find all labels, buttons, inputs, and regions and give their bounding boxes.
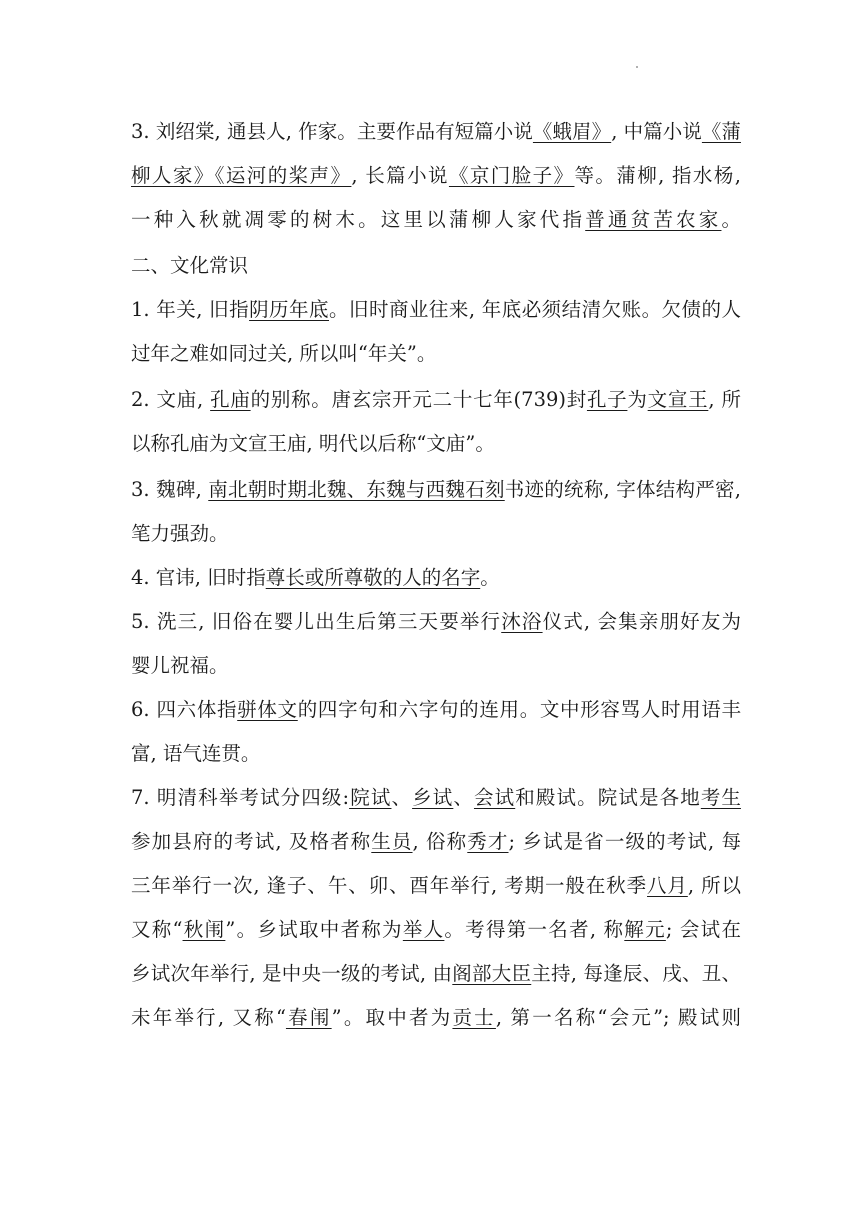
underlined-term: 孔庙 (210, 388, 251, 411)
underlined-term: 孔子 (586, 388, 628, 411)
text-line (131, 288, 741, 332)
text-segment: 书迹的统称, 字体结构严密, (504, 478, 741, 501)
underlined-term: 普通贫苦农家 (585, 208, 722, 231)
text-segment: , 俗称 (412, 830, 468, 853)
text-segment: 、 (391, 786, 413, 809)
text-segment: 以称孔庙为文宣王庙, 明代以后称“文庙”。 (131, 432, 495, 455)
text-segment: 三年举行一次, 逢子、午、卯、酉年举行, 考期一般在秋季 (131, 874, 648, 897)
underlined-term: 《蛾眉》 (532, 120, 612, 143)
text-segment: 一种入秋就凋零的树木。这里以蒲柳人家代指 (131, 208, 586, 231)
underlined-term: 贡士 (452, 1006, 496, 1029)
text-segment: 2. 文庙, (131, 388, 211, 411)
text-segment: , 长篇小说 (351, 164, 449, 187)
text-line (131, 732, 741, 776)
text-segment: 3. 魏碑, (131, 478, 209, 501)
text-segment: 7. 明清科举考试分四级: (131, 786, 350, 809)
text-line (131, 512, 741, 556)
text-line (131, 244, 741, 288)
text-segment: , 第一名称“会元”; 殿试则 (495, 1006, 741, 1029)
underlined-term: 举人 (402, 918, 445, 941)
text-segment: 4. 官讳, 旧时指 (131, 566, 266, 589)
underlined-term: 考生 (700, 786, 741, 809)
underlined-term: 生员 (371, 830, 413, 853)
text-segment: 又称“ (131, 918, 183, 941)
text-line (131, 688, 741, 732)
text-segment: 1. 年关, 旧指 (131, 298, 250, 321)
underlined-term: 会试 (473, 786, 516, 809)
text-line (131, 776, 741, 820)
text-line (131, 996, 741, 1040)
text-line (131, 422, 741, 466)
text-line (131, 154, 741, 198)
text-segment: 婴儿祝福。 (131, 654, 229, 677)
text-segment: 的四字句和六字句的连用。文中形容骂人时用语丰 (297, 698, 741, 721)
underlined-term: 骈体文 (237, 698, 298, 721)
text-line (131, 468, 741, 512)
text-segment: 6. 四六体指 (131, 698, 238, 721)
text-segment: , 所以 (687, 874, 741, 897)
text-segment: 笔力强劲。 (131, 522, 229, 545)
text-segment: 5. 洗三, 旧俗在婴儿出生后第三天要举行 (131, 610, 502, 633)
text-line (131, 378, 741, 422)
underlined-term: 院试 (349, 786, 392, 809)
text-line (131, 332, 741, 376)
text-segment: 仪式, 会集亲朋好友为 (542, 610, 741, 633)
underlined-term: 八月 (647, 874, 688, 897)
text-segment: ”。取中者为 (331, 1006, 453, 1029)
underlined-term: 解元 (624, 918, 666, 941)
text-segment: 二、文化常识 (131, 254, 249, 277)
text-segment: 主持, 每逢辰、戌、丑、 (531, 962, 741, 985)
underlined-term: 秋闱 (182, 918, 226, 941)
underlined-term: 乡试 (412, 786, 454, 809)
text-line (131, 864, 741, 908)
text-segment: 乡试次年举行, 是中央一级的考试, 由 (131, 962, 453, 985)
underlined-term: 沐浴 (501, 610, 543, 633)
text-segment: 富, 语气连贯。 (131, 742, 261, 765)
text-segment: 。考得第一名者, 称 (444, 918, 625, 941)
text-segment: 参加县府的考试, 及格者称 (131, 830, 372, 853)
underlined-term: 南北朝时期北魏、东魏与西魏石刻 (208, 478, 505, 501)
text-line (131, 644, 741, 688)
text-segment: 的别称。唐玄宗开元二十七年(739)封 (250, 388, 587, 411)
text-segment: 。 (480, 566, 500, 589)
text-segment: ”。乡试取中者称为 (225, 918, 403, 941)
text-segment: 未年举行, 又称“ (131, 1006, 286, 1029)
text-segment: 。 (721, 208, 741, 231)
text-segment: ; 会试在 (665, 918, 741, 941)
text-segment: , 所 (708, 388, 741, 411)
underlined-term: 秀才 (467, 830, 509, 853)
text-segment: ; 乡试是省一级的考试, 每 (508, 830, 741, 853)
text-segment: 。旧时商业往来, 年底必须结清欠账。欠债的人 (329, 298, 741, 321)
text-segment: 、 (453, 786, 474, 809)
text-segment: 3. 刘绍棠, 通县人, 作家。主要作品有短篇小说 (131, 120, 533, 143)
text-segment: 等。蒲柳, 指水杨, (574, 164, 741, 187)
underlined-term: 《蒲 (701, 120, 741, 143)
underlined-term: 阴历年底 (249, 298, 329, 321)
text-line (131, 952, 741, 996)
text-segment: 过年之难如同过关, 所以叫“年关”。 (131, 342, 437, 365)
text-line (131, 908, 741, 952)
text-line (131, 110, 741, 154)
text-line (131, 820, 741, 864)
underlined-term: 春闱 (285, 1006, 332, 1029)
page-mark (636, 66, 638, 68)
text-segment: 为 (627, 388, 648, 411)
text-line (131, 556, 741, 600)
underlined-term: 阁部大臣 (452, 962, 532, 985)
text-segment: 和殿试。院试是各地 (515, 786, 701, 809)
underlined-term: 尊长或所尊敬的人的名字 (265, 566, 481, 589)
underlined-term: 文宣王 (647, 388, 709, 411)
text-segment: , 中篇小说 (611, 120, 702, 143)
text-line (131, 600, 741, 644)
underlined-term: 柳人家》《运河的桨声》 (131, 164, 352, 187)
text-line (131, 198, 741, 242)
underlined-term: 《京门脸子》 (448, 164, 575, 187)
